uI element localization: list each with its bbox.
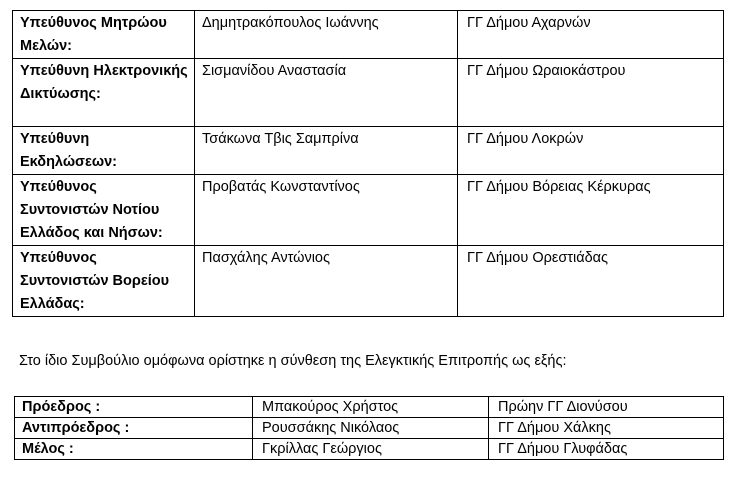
role-cell: Αντιπρόεδρος : <box>15 418 253 439</box>
name-cell: Προβατάς Κωνσταντίνος <box>195 175 458 246</box>
organization-cell: ΓΓ Δήμου Αχαρνών <box>458 11 724 59</box>
organization-cell: ΓΓ Δήμου Χάλκης <box>489 418 724 439</box>
table-row <box>15 397 724 418</box>
table-row <box>15 439 724 460</box>
table-row <box>13 175 724 246</box>
name-cell: Ρουσσάκης Νικόλαος <box>253 418 489 439</box>
name-cell: Δημητρακόπουλος Ιωάννης <box>195 11 458 59</box>
organization-cell: ΓΓ Δήμου Βόρειας Κέρκυρας <box>458 175 724 246</box>
table-row <box>13 246 724 317</box>
organization-cell: ΓΓ Δήμου Ωραιοκάστρου <box>458 59 724 127</box>
audit-committee-table <box>14 396 724 460</box>
role-cell: Υπεύθυνος Συντονιστών Νοτίου Ελλάδος και Νήσων: <box>13 175 195 246</box>
name-cell: Γκρίλλας Γεώργιος <box>253 439 489 460</box>
table-row <box>13 11 724 59</box>
organization-cell: Πρώην ΓΓ Διονύσου <box>489 397 724 418</box>
role-cell: Υπεύθυνη Εκδηλώσεων: <box>13 127 195 175</box>
table-row <box>13 127 724 175</box>
intro-paragraph: Στο ίδιο Συμβούλιο ομόφωνα ορίστηκε η σύνθεση της Ελεγκτικής Επιτροπής ως εξής: <box>19 353 567 369</box>
role-cell: Πρόεδρος : <box>15 397 253 418</box>
organization-cell: ΓΓ Δήμου Λοκρών <box>458 127 724 175</box>
organization-cell: ΓΓ Δήμου Γλυφάδας <box>489 439 724 460</box>
name-cell: Τσάκωνα Τβις Σαμπρίνα <box>195 127 458 175</box>
role-cell: Υπεύθυνη Ηλεκτρονικής Δικτύωσης: <box>13 59 195 127</box>
name-cell: Μπακούρος Χρήστος <box>253 397 489 418</box>
table-row <box>13 59 724 127</box>
role-cell: Υπεύθυνος Μητρώου Μελών: <box>13 11 195 59</box>
name-cell: Σισμανίδου Αναστασία <box>195 59 458 127</box>
board-members-table <box>12 10 724 317</box>
name-cell: Πασχάλης Αντώνιος <box>195 246 458 317</box>
table-row <box>15 418 724 439</box>
organization-cell: ΓΓ Δήμου Ορεστιάδας <box>458 246 724 317</box>
role-cell: Μέλος : <box>15 439 253 460</box>
role-cell: Υπεύθυνος Συντονιστών Βορείου Ελλάδας: <box>13 246 195 317</box>
